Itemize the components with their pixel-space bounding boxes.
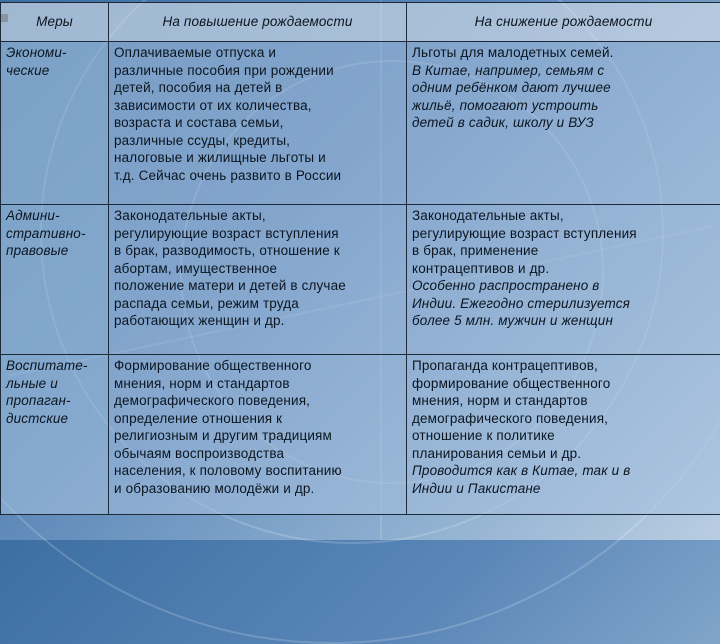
cell-administrative-decrease <box>407 205 720 355</box>
text-line: мнения, норм и стандартов <box>114 375 402 393</box>
text-line: регулирующие возраст вступления <box>114 225 402 243</box>
text-line: определение отношения к <box>114 410 402 428</box>
text-line: формирование общественного <box>412 375 716 393</box>
text-line: налоговые и жилищные льготы и <box>114 149 402 167</box>
text-line: различные пособия при рождении <box>114 62 402 80</box>
text-line: зависимости от их количества, <box>114 97 402 115</box>
cell-economic-increase <box>109 42 407 205</box>
text-line: Законодательные акты, <box>412 207 716 225</box>
label-line: стративно- <box>6 225 104 243</box>
text-line: Пропаганда контрацептивов, <box>412 357 716 375</box>
label-line: Экономи- <box>6 44 104 62</box>
text-line: Льготы для малодетных семей. <box>412 44 716 62</box>
text-line: детей, пособия на детей в <box>114 79 402 97</box>
label-line: дистские <box>6 410 104 428</box>
text-line: населения, к половому воспитанию <box>114 462 402 480</box>
text-line: Особенно распространено в <box>412 277 716 295</box>
text-line: регулирующие возраст вступления <box>412 225 716 243</box>
text-line: Индии и Пакистане <box>412 480 716 498</box>
text-line: распада семьи, режим труда <box>114 295 402 313</box>
text-line: и образованию молодёжи и др. <box>114 480 402 498</box>
text-line: т.д. Сейчас очень развито в России <box>114 167 402 185</box>
label-line: пропаган- <box>6 392 104 410</box>
cell-economic-decrease <box>407 42 720 205</box>
text-line: жильё, помогают устроить <box>412 97 716 115</box>
table-row <box>1 355 720 515</box>
text-line: отношение к политике <box>412 427 716 445</box>
text-line: детей в садик, школу и ВУЗ <box>412 114 716 132</box>
row-label-administrative <box>1 205 109 355</box>
text-line: Законодательные акты, <box>114 207 402 225</box>
text-line: в брак, разводимость, отношение к <box>114 242 402 260</box>
text-line: демографического поведения, <box>412 410 716 428</box>
row-label-educational <box>1 355 109 515</box>
text-line: мнения, норм и стандартов <box>412 392 716 410</box>
text-line: различные ссуды, кредиты, <box>114 132 402 150</box>
text-line: более 5 млн. мужчин и женщин <box>412 312 716 330</box>
table-row <box>1 42 720 205</box>
table-row <box>1 205 720 355</box>
text-line: в брак, применение <box>412 242 716 260</box>
cell-educational-decrease <box>407 355 720 515</box>
text-line: планирования семьи и др. <box>412 445 716 463</box>
header-measures: Меры <box>1 3 109 42</box>
text-line: положение матери и детей в случае <box>114 277 402 295</box>
cell-educational-increase <box>109 355 407 515</box>
text-line: демографического поведения, <box>114 392 402 410</box>
header-decrease: На снижение рождаемости <box>407 3 720 42</box>
text-line: Индии. Ежегодно стерилизуется <box>412 295 716 313</box>
table-header-row <box>1 3 720 42</box>
label-line: правовые <box>6 242 104 260</box>
birth-rate-measures-table <box>0 2 720 515</box>
text-line: обычаям воспроизводства <box>114 445 402 463</box>
label-line: льные и <box>6 375 104 393</box>
text-line: Оплачиваемые отпуска и <box>114 44 402 62</box>
text-line: абортам, имущественное <box>114 260 402 278</box>
text-line: одним ребёнком дают лучшее <box>412 79 716 97</box>
text-line: работающих женщин и др. <box>114 312 402 330</box>
text-line: В Китае, например, семьям с <box>412 62 716 80</box>
text-line: возраста и состава семьи, <box>114 114 402 132</box>
cell-administrative-increase <box>109 205 407 355</box>
text-line: религиозным и другим традициям <box>114 427 402 445</box>
text-line: Формирование общественного <box>114 357 402 375</box>
row-label-economic <box>1 42 109 205</box>
text-line: Проводится как в Китае, так и в <box>412 462 716 480</box>
header-increase: На повышение рождаемости <box>109 3 407 42</box>
text-line: контрацептивов и др. <box>412 260 716 278</box>
label-line: Воспитате- <box>6 357 104 375</box>
label-line: ческие <box>6 62 104 80</box>
label-line: Админи- <box>6 207 104 225</box>
